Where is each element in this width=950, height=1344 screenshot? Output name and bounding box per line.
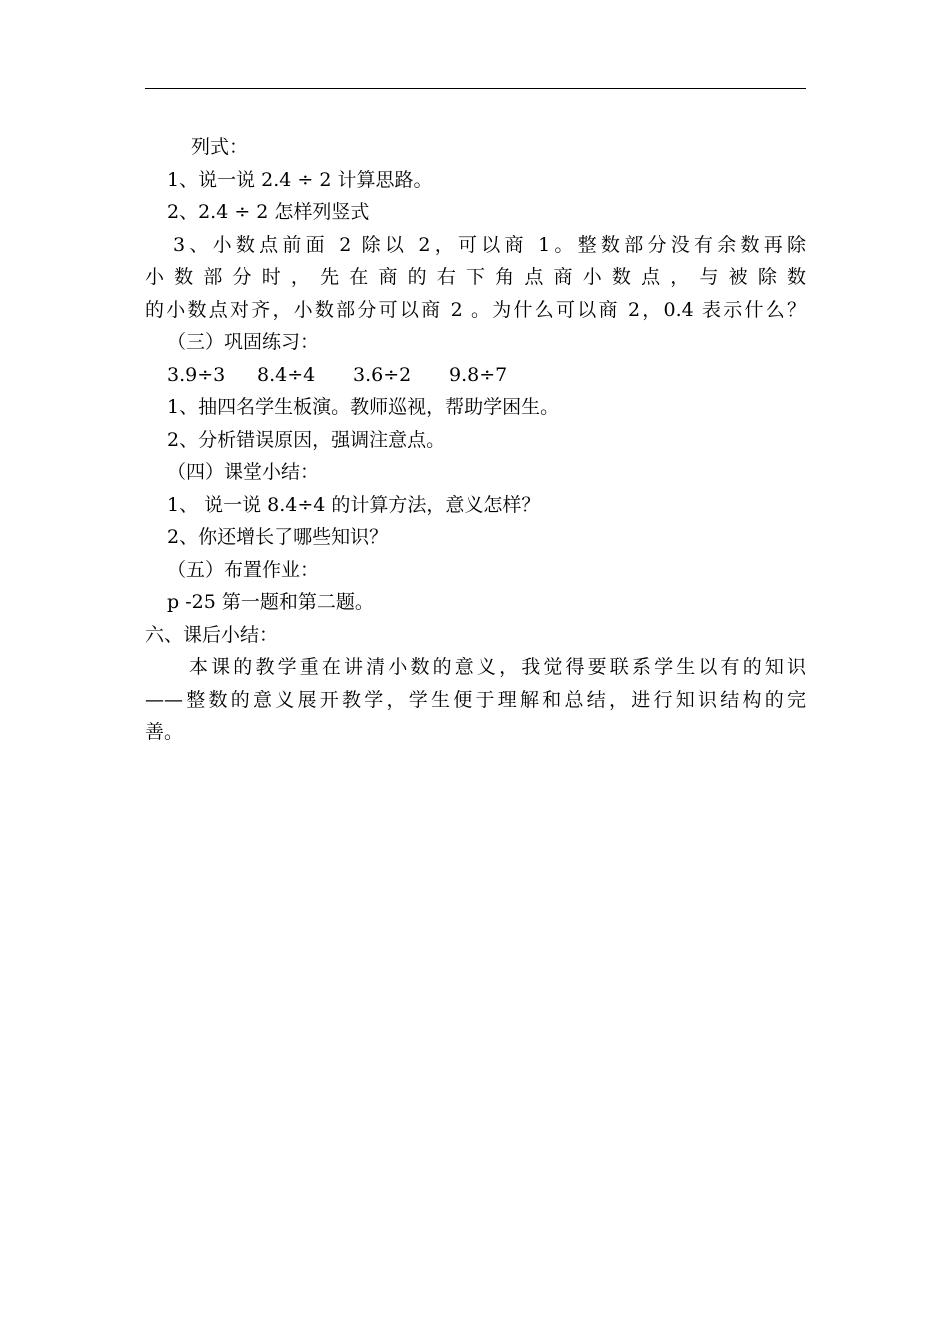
document-body — [145, 131, 806, 749]
paragraph-step-3-line-1: 3、小数点前面 2 除以 2，可以商 1。整数部分没有余数再除 — [173, 233, 806, 256]
summary-item-2: 2、你还增长了哪些知识？ — [167, 526, 389, 548]
line-step-2: 2、2.4 ÷ 2 怎样列竖式 — [167, 201, 370, 223]
practice-problem-3: 3.6÷2 — [353, 363, 412, 386]
practice-problem-2: 8.4÷4 — [257, 363, 316, 386]
section-homework-heading: （五）布置作业： — [167, 558, 320, 581]
paragraph-step-3-line-3: 的小数点对齐，小数部分可以商 2 。为什么可以商 2，0.4 表示什么？ — [145, 298, 806, 321]
paragraph-step-3 — [145, 229, 806, 327]
paragraph-step-3-line-2: 小 数 部 分 时 ， 先 在 商 的 右 下 角 点 商 小 数 点 ， 与 被 除 数 — [145, 266, 806, 288]
section-summary-heading: （四）课堂小结： — [167, 461, 320, 483]
practice-problem-4: 9.8÷7 — [449, 363, 508, 386]
summary-item-1: 1、 说一说 8.4÷4 的计算方法，意义怎样？ — [167, 493, 541, 516]
homework-item: p -25 第一题和第二题。 — [167, 591, 374, 613]
paragraph-reflection-line-1: 本课的教学重在讲清小数的意义，我觉得要联系学生以有的知识 — [189, 656, 806, 678]
paragraph-reflection-line-2: ——整数的意义展开教学，学生便于理解和总结，进行知识结构的完 — [145, 688, 806, 711]
header-rule — [145, 88, 806, 89]
section-practice-heading: （三）巩固练习： — [167, 331, 320, 353]
practice-item-1: 1、抽四名学生板演。教师巡视，帮助学困生。 — [167, 396, 560, 418]
paragraph-reflection-line-3: 善。 — [145, 721, 184, 743]
paragraph-reflection — [145, 651, 806, 749]
section-reflection-heading: 六、课后小结： — [145, 623, 279, 646]
line-step-1: 1、说一说 2.4 ÷ 2 计算思路。 — [167, 168, 433, 191]
practice-problems — [145, 359, 806, 392]
practice-item-2: 2、分析错误原因，强调注意点。 — [167, 428, 446, 451]
line-formula-heading: 列式： — [191, 136, 249, 158]
practice-problem-1: 3.9÷3 — [167, 363, 226, 386]
